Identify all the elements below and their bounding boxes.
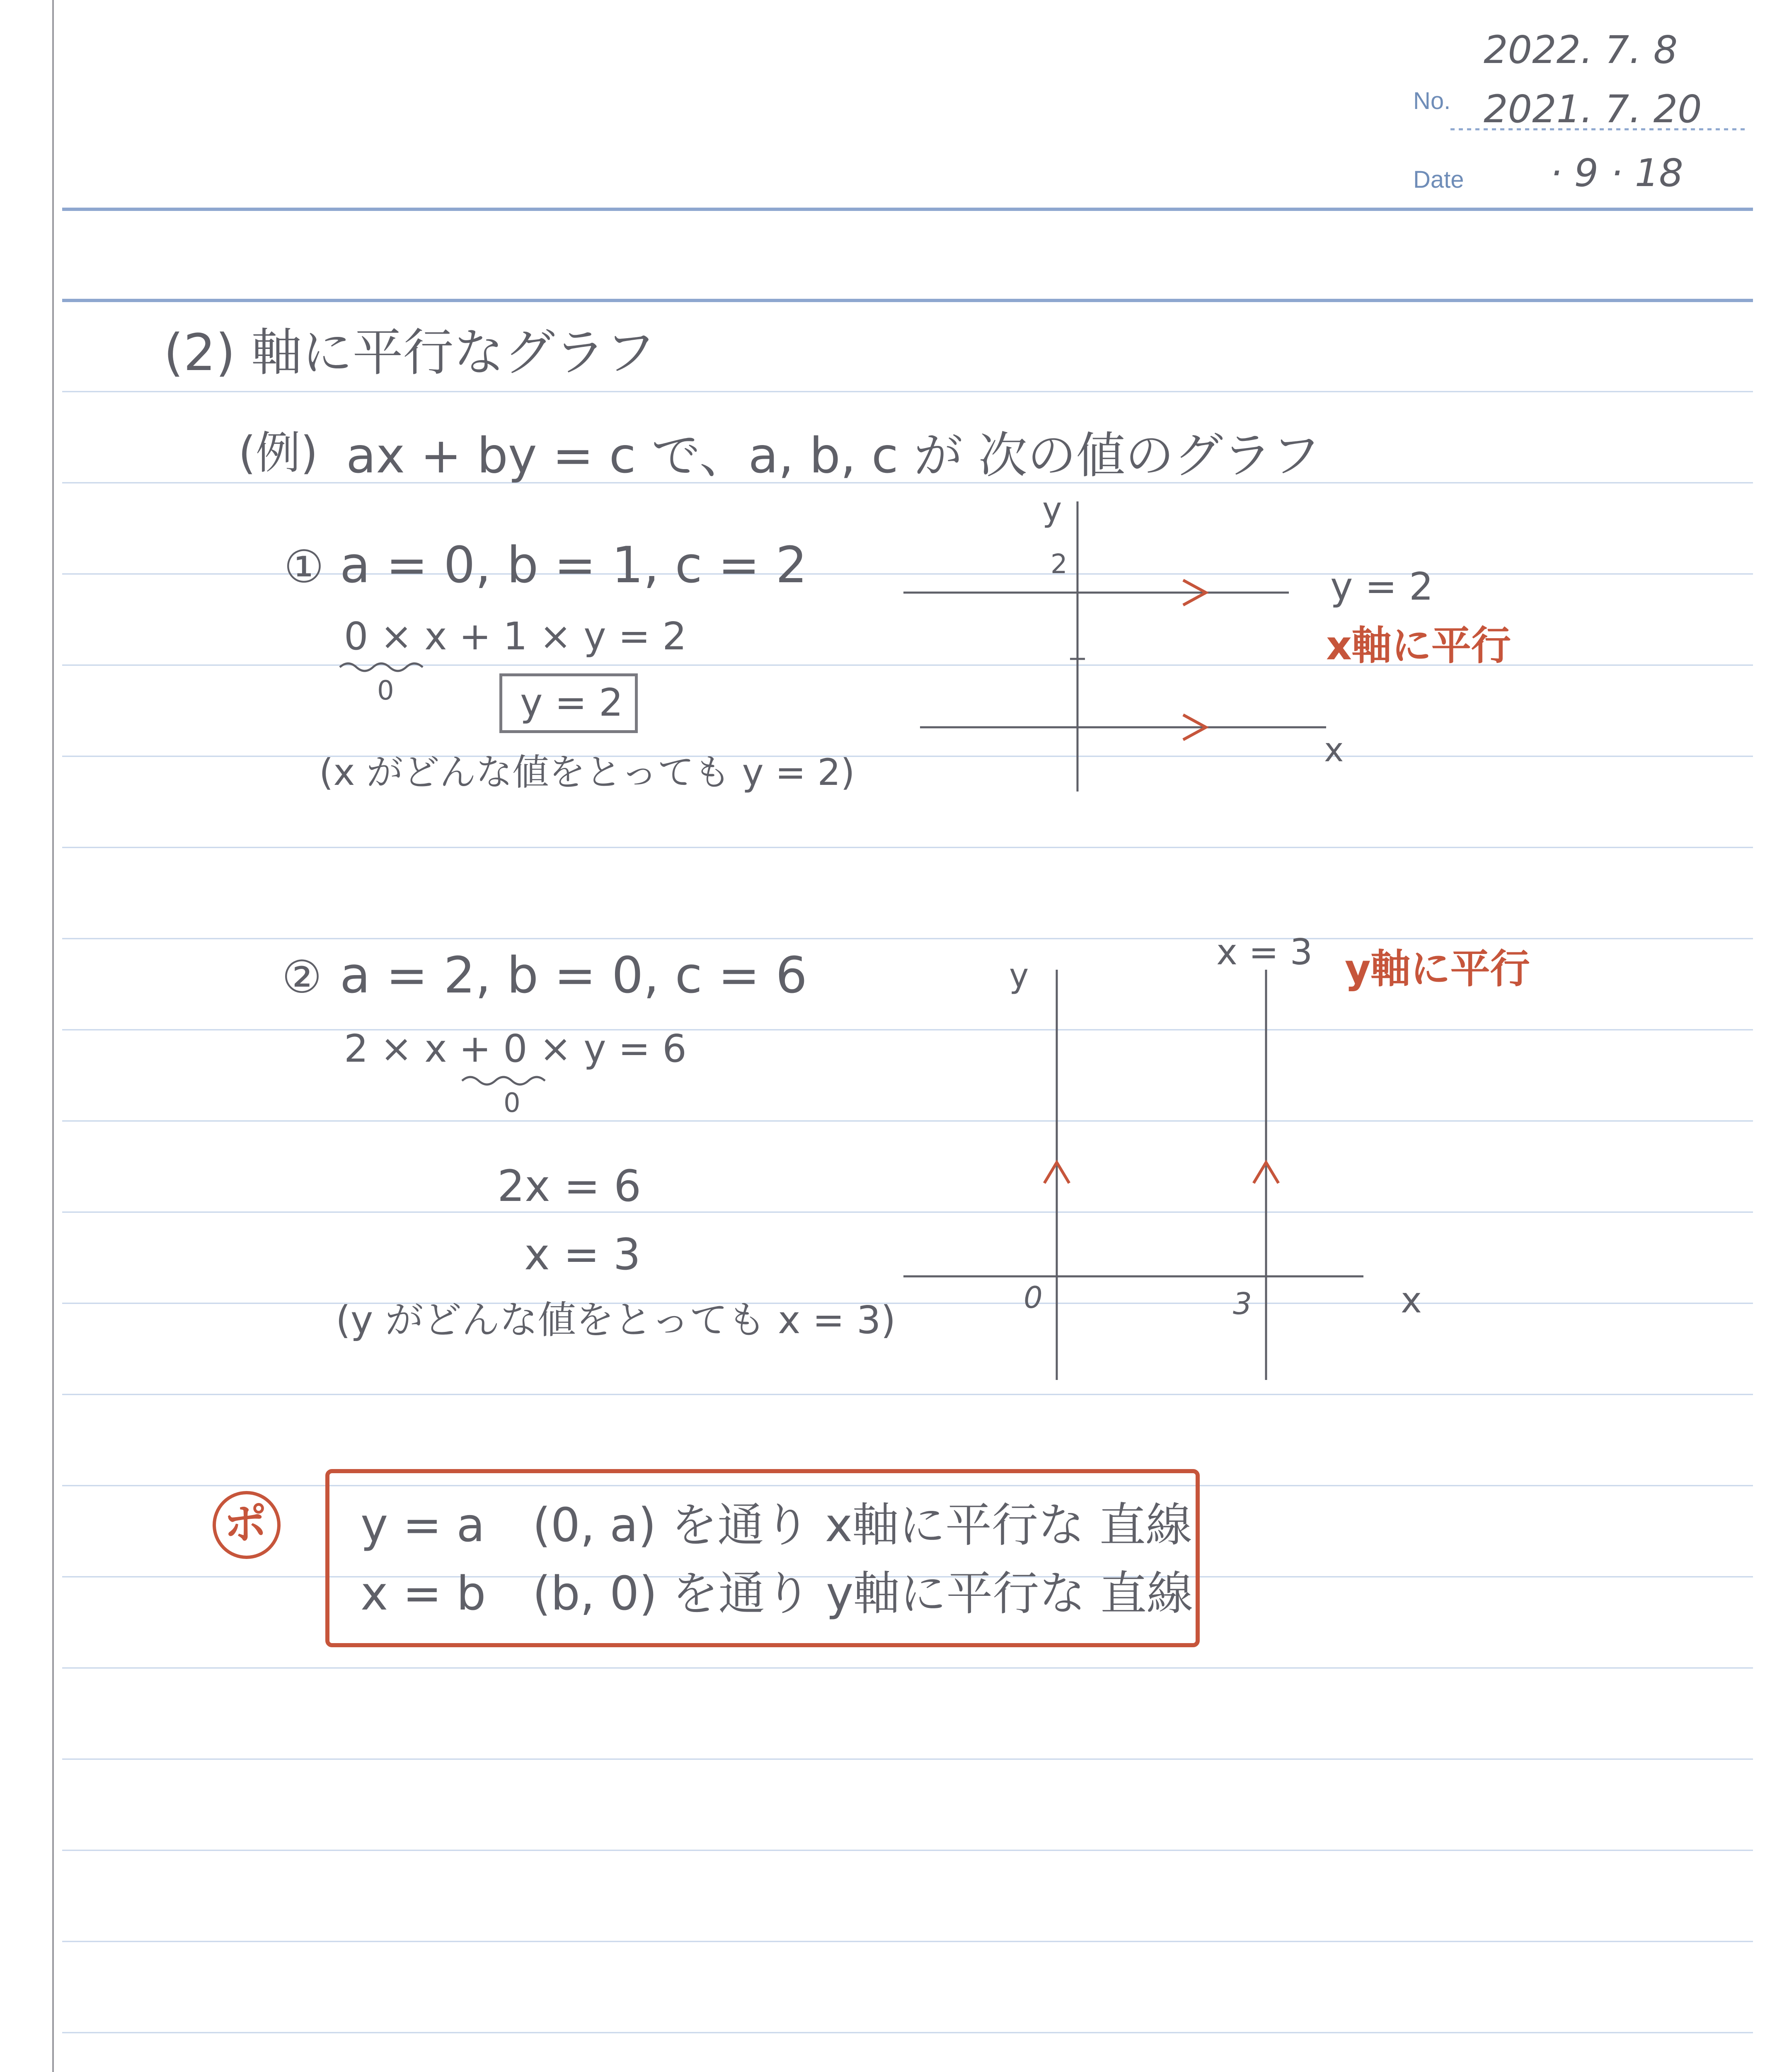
example2-zero-note: 0	[504, 1088, 521, 1118]
example1-values: a = 0, b = 1, c = 2	[340, 537, 807, 594]
graph2-line-label: x = 3	[1216, 932, 1313, 973]
section-title: (2) 軸に平行なグラフ	[164, 323, 656, 382]
example1-zero-note: 0	[377, 675, 394, 706]
example2-equation: 2 × x + 0 × y = 6	[344, 1026, 687, 1071]
graph2	[891, 953, 1430, 1392]
example2-wavy-underline	[460, 1072, 551, 1089]
point-row2-equation: x = b	[361, 1567, 486, 1621]
example1-marker: ①	[284, 541, 324, 593]
graph1-tick-label: 2	[1051, 549, 1068, 580]
example2-note: (y がどんな値をとっても x = 3)	[336, 1298, 896, 1342]
point-row1-description: (0, a) を通り x軸に平行な 直線	[533, 1498, 1192, 1552]
example1-wavy-underline	[338, 659, 429, 675]
graph1-line-label: y = 2	[1330, 564, 1433, 609]
date-entry-3: · 9 · 18	[1550, 151, 1683, 195]
example-prefix: (例)	[238, 427, 318, 479]
graph1-y-axis-label: y	[1042, 490, 1062, 529]
example1-equation: 0 × x + 1 × y = 2	[344, 614, 687, 658]
point-row2-description: (b, 0) を通り y軸に平行な 直線	[533, 1567, 1194, 1621]
graph2-x-axis-label: x	[1401, 1280, 1422, 1321]
example-condition: ax + by = c で、a, b, c が 次の値のグラフ	[346, 427, 1321, 484]
graph2-tick-label: 3	[1233, 1286, 1252, 1321]
example2-marker: ②	[282, 951, 322, 1003]
example1-note: (x がどんな値をとっても y = 2)	[319, 751, 855, 794]
no-label: No.	[1413, 87, 1451, 114]
point-row1-equation: y = a	[361, 1498, 485, 1552]
date-entry-2: 2021. 7. 20	[1484, 87, 1702, 131]
example2-step2: x = 3	[524, 1229, 641, 1280]
graph2-annotation: y軸に平行	[1345, 946, 1530, 992]
graph2-origin-label: 0	[1024, 1280, 1043, 1315]
example2-values: a = 2, b = 0, c = 6	[340, 947, 807, 1005]
date-entry-1: 2022. 7. 8	[1484, 28, 1678, 72]
graph2-y-axis-label: y	[1009, 956, 1029, 995]
graph1-annotation: x軸に平行	[1326, 622, 1511, 669]
point-badge: ポ	[224, 1498, 267, 1549]
example2-step1: 2x = 6	[497, 1161, 642, 1211]
example1-result: y = 2	[520, 680, 623, 725]
date-label: Date	[1413, 166, 1464, 193]
graph1-x-axis-label: x	[1324, 731, 1344, 769]
